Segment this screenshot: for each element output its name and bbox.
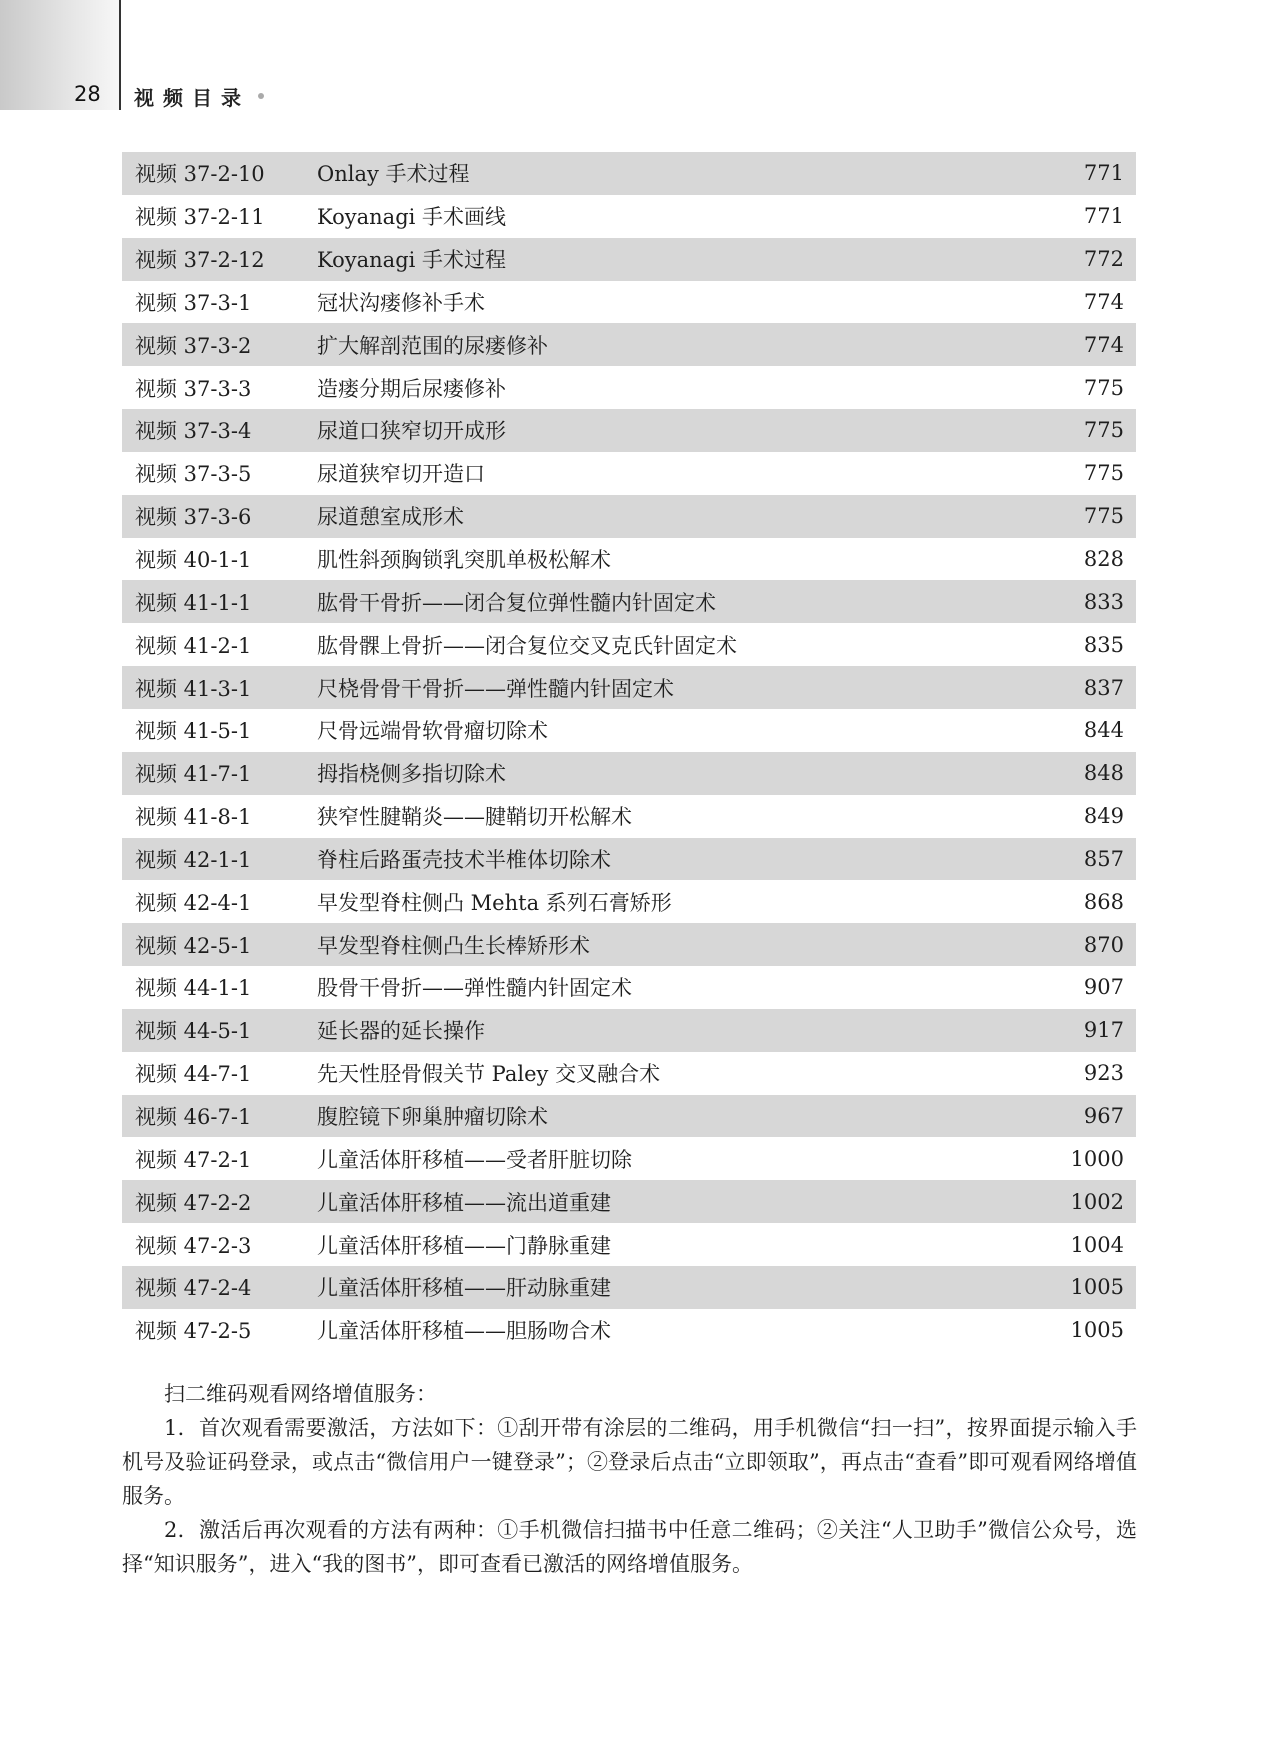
toc-video-title: Koyanagi 手术画线 <box>317 205 507 230</box>
toc-video-code: 视频 44-7-1 <box>135 1062 252 1087</box>
toc-row <box>122 709 1136 752</box>
toc-page-number: 837 <box>1083 675 1124 700</box>
toc-video-title: 造瘘分期后尿瘘修补 <box>317 376 506 401</box>
toc-video-title: 肱骨髁上骨折——闭合复位交叉克氏针固定术 <box>317 633 737 658</box>
toc-video-code: 视频 41-8-1 <box>135 805 252 830</box>
toc-video-title: 扩大解剖范围的尿瘘修补 <box>317 333 548 358</box>
toc-video-code: 视频 41-5-1 <box>135 719 252 744</box>
toc-page-number: 1005 <box>1070 1318 1124 1343</box>
section-title: 视频目录 <box>134 86 250 110</box>
toc-row <box>122 366 1136 409</box>
toc-video-code: 视频 37-2-10 <box>135 162 265 187</box>
toc-row <box>122 1009 1136 1052</box>
toc-video-title: 尿道狭窄切开造口 <box>317 462 485 487</box>
toc-video-title: 尿道憩室成形术 <box>317 505 464 530</box>
toc-video-title: 儿童活体肝移植——胆肠吻合术 <box>317 1319 611 1344</box>
toc-page-number: 774 <box>1083 289 1124 314</box>
toc-video-code: 视频 37-3-6 <box>135 505 252 530</box>
toc-video-code: 视频 42-4-1 <box>135 890 252 915</box>
header-bullet-icon <box>258 93 264 99</box>
toc-video-code: 视频 47-2-2 <box>135 1190 252 1215</box>
toc-video-code: 视频 40-1-1 <box>135 548 252 573</box>
toc-page-number: 771 <box>1083 204 1124 229</box>
toc-page-number: 967 <box>1083 1103 1124 1128</box>
toc-video-code: 视频 42-1-1 <box>135 847 252 872</box>
video-toc-table <box>122 152 1136 1352</box>
toc-row <box>122 666 1136 709</box>
toc-row <box>122 623 1136 666</box>
toc-video-title: 儿童活体肝移植——肝动脉重建 <box>317 1276 611 1301</box>
toc-page-number: 849 <box>1083 804 1124 829</box>
toc-video-code: 视频 37-2-11 <box>135 205 265 230</box>
toc-video-code: 视频 47-2-1 <box>135 1147 252 1172</box>
notes-item-1: 1．首次观看需要激活，方法如下：①刮开带有涂层的二维码，用手机微信“扫一扫”，按界面提示输入手机号及验证码登录，或点击“微信用户一键登录”；②登录后点击“立即领取”，再点击“查看”即可观看网络增值服务。 <box>122 1416 1137 1508</box>
toc-video-code: 视频 37-3-2 <box>135 333 252 358</box>
toc-video-code: 视频 44-1-1 <box>135 976 252 1001</box>
toc-row <box>122 152 1136 195</box>
toc-page-number: 774 <box>1083 332 1124 357</box>
toc-row <box>122 281 1136 324</box>
toc-page-number: 772 <box>1083 247 1124 272</box>
toc-row <box>122 1095 1136 1138</box>
toc-page-number: 844 <box>1083 718 1124 743</box>
toc-video-title: 儿童活体肝移植——流出道重建 <box>317 1190 611 1215</box>
toc-row <box>122 195 1136 238</box>
toc-video-title: 儿童活体肝移植——门静脉重建 <box>317 1233 611 1258</box>
toc-page-number: 907 <box>1083 975 1124 1000</box>
toc-video-title: 肱骨干骨折——闭合复位弹性髓内针固定术 <box>317 590 716 615</box>
toc-page-number: 870 <box>1083 932 1124 957</box>
toc-row <box>122 495 1136 538</box>
toc-row <box>122 409 1136 452</box>
toc-video-title: 尺骨远端骨软骨瘤切除术 <box>317 719 548 744</box>
toc-row <box>122 923 1136 966</box>
toc-page-number: 833 <box>1083 589 1124 614</box>
toc-row <box>122 1137 1136 1180</box>
header-corner-shade <box>0 0 120 110</box>
toc-video-title: 儿童活体肝移植——受者肝脏切除 <box>317 1147 632 1172</box>
toc-page-number: 828 <box>1083 547 1124 572</box>
notes-item-2: 2．激活后再次观看的方法有两种：①手机微信扫描书中任意二维码；②关注“人卫助手”微信公众号，选择“知识服务”，进入“我的图书”，即可查看已激活的网络增值服务。 <box>122 1518 1137 1576</box>
notes-intro: 扫二维码观看网络增值服务： <box>164 1382 437 1406</box>
toc-row <box>122 1223 1136 1266</box>
toc-video-title: 脊柱后路蛋壳技术半椎体切除术 <box>317 847 611 872</box>
toc-video-code: 视频 46-7-1 <box>135 1104 252 1129</box>
toc-video-title: 尺桡骨骨干骨折——弹性髓内针固定术 <box>317 676 674 701</box>
toc-page-number: 775 <box>1083 418 1124 443</box>
toc-row <box>122 1309 1136 1352</box>
toc-video-code: 视频 41-7-1 <box>135 762 252 787</box>
notes-section <box>122 1377 1137 1581</box>
toc-page-number: 775 <box>1083 504 1124 529</box>
toc-page-number: 917 <box>1083 1018 1124 1043</box>
toc-page-number: 868 <box>1083 889 1124 914</box>
toc-video-title: 尿道口狭窄切开成形 <box>317 419 506 444</box>
toc-row <box>122 238 1136 281</box>
toc-video-code: 视频 37-3-5 <box>135 462 252 487</box>
toc-video-title: 股骨干骨折——弹性髓内针固定术 <box>317 976 632 1001</box>
toc-video-title: 肌性斜颈胸锁乳突肌单极松解术 <box>317 548 611 573</box>
toc-video-title: 拇指桡侧多指切除术 <box>317 762 506 787</box>
toc-video-title: Koyanagi 手术过程 <box>317 248 507 273</box>
toc-video-code: 视频 41-1-1 <box>135 590 252 615</box>
toc-video-title: 腹腔镜下卵巢肿瘤切除术 <box>317 1104 548 1129</box>
toc-video-title: 延长器的延长操作 <box>317 1019 485 1044</box>
toc-row <box>122 580 1136 623</box>
toc-page-number: 775 <box>1083 461 1124 486</box>
toc-page-number: 771 <box>1083 161 1124 186</box>
toc-video-code: 视频 41-2-1 <box>135 633 252 658</box>
toc-video-code: 视频 37-3-1 <box>135 290 252 315</box>
toc-video-title: Onlay 手术过程 <box>317 162 470 187</box>
toc-video-title: 冠状沟瘘修补手术 <box>317 290 485 315</box>
toc-video-code: 视频 37-3-3 <box>135 376 252 401</box>
toc-video-code: 视频 47-2-3 <box>135 1233 252 1258</box>
toc-video-code: 视频 47-2-5 <box>135 1319 252 1344</box>
toc-row <box>122 752 1136 795</box>
toc-page-number: 857 <box>1083 846 1124 871</box>
toc-video-title: 早发型脊柱侧凸 Mehta 系列石膏矫形 <box>317 890 672 915</box>
toc-row <box>122 452 1136 495</box>
page-number: 28 <box>74 82 101 106</box>
toc-page-number: 1005 <box>1070 1275 1124 1300</box>
toc-video-code: 视频 37-3-4 <box>135 419 252 444</box>
toc-row <box>122 323 1136 366</box>
toc-video-title: 先天性胫骨假关节 Paley 交叉融合术 <box>317 1062 661 1087</box>
toc-page-number: 1002 <box>1070 1189 1124 1214</box>
header-divider <box>119 0 121 110</box>
toc-video-code: 视频 41-3-1 <box>135 676 252 701</box>
toc-video-title: 狭窄性腱鞘炎——腱鞘切开松解术 <box>317 805 632 830</box>
toc-video-title: 早发型脊柱侧凸生长棒矫形术 <box>317 933 590 958</box>
toc-video-code: 视频 47-2-4 <box>135 1276 252 1301</box>
toc-row <box>122 838 1136 881</box>
toc-row <box>122 538 1136 581</box>
toc-page-number: 923 <box>1083 1061 1124 1086</box>
toc-row <box>122 1180 1136 1223</box>
toc-video-code: 视频 37-2-12 <box>135 248 265 273</box>
toc-row <box>122 880 1136 923</box>
toc-page-number: 775 <box>1083 375 1124 400</box>
toc-row <box>122 1266 1136 1309</box>
toc-page-number: 848 <box>1083 761 1124 786</box>
toc-video-code: 视频 44-5-1 <box>135 1019 252 1044</box>
toc-page-number: 1000 <box>1070 1146 1124 1171</box>
toc-row <box>122 966 1136 1009</box>
toc-row <box>122 1052 1136 1095</box>
toc-row <box>122 795 1136 838</box>
toc-page-number: 1004 <box>1070 1232 1124 1257</box>
toc-video-code: 视频 42-5-1 <box>135 933 252 958</box>
toc-page-number: 835 <box>1083 632 1124 657</box>
